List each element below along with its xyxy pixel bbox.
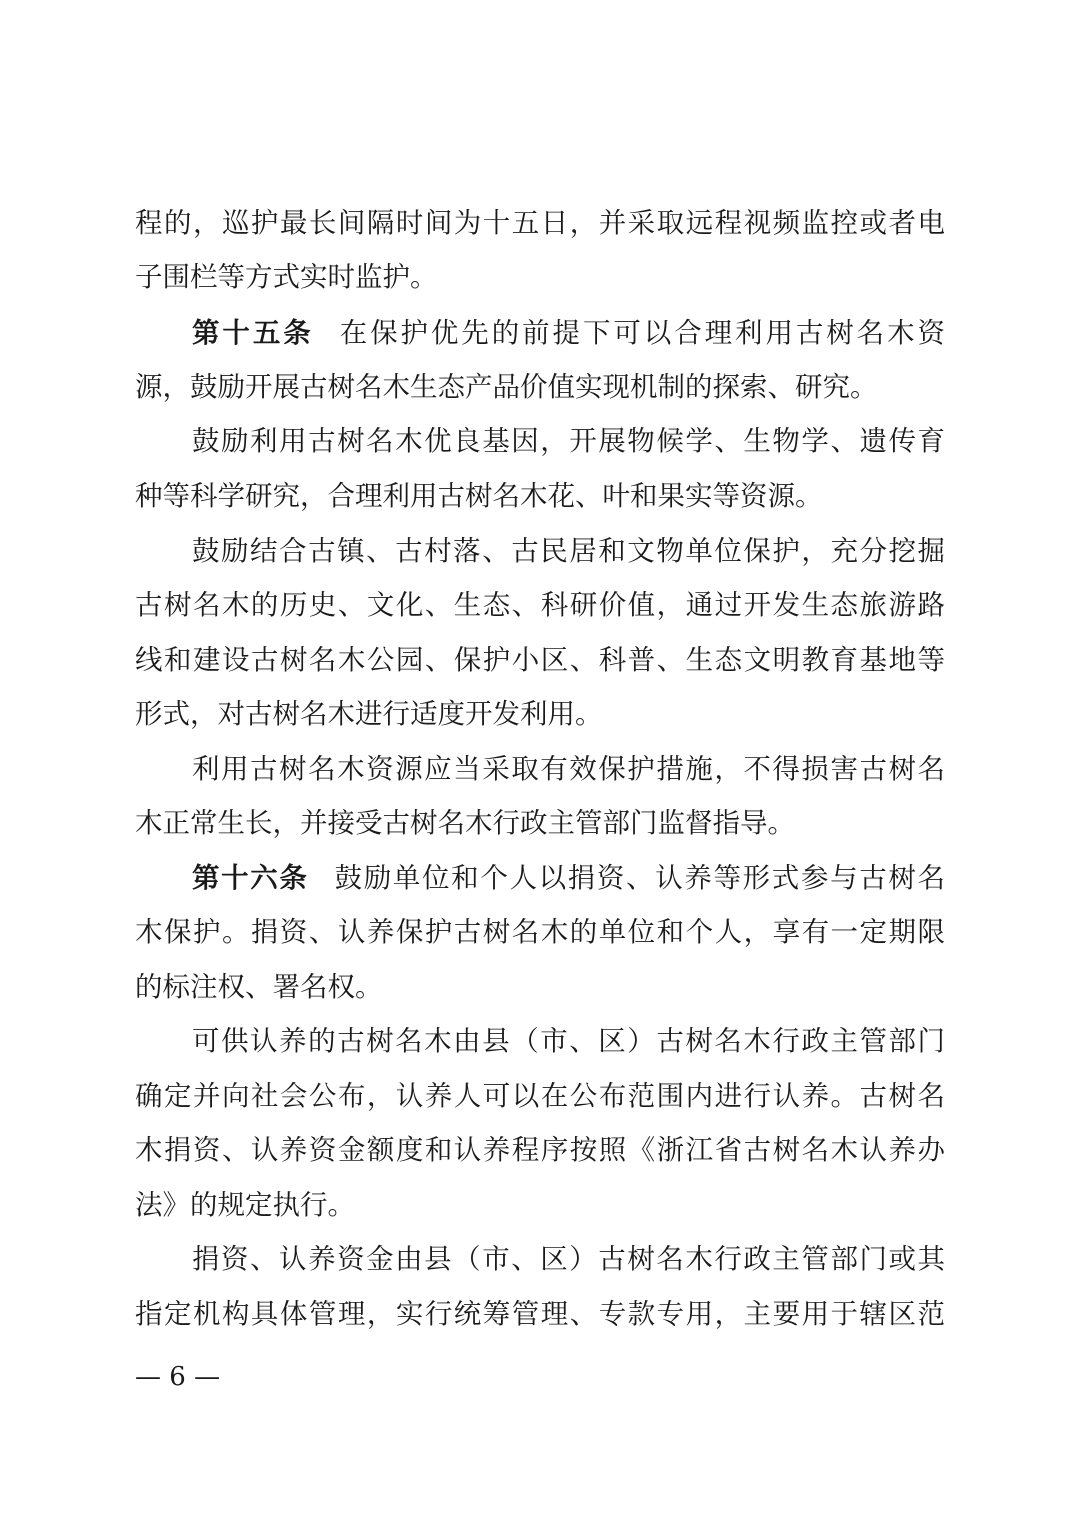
text-line: 古树名木的历史、文化、生态、科研价值，通过开发生态旅游路 (135, 589, 945, 621)
text-line: 种等科学研究，合理利用古树名木花、叶和果实等资源。 (135, 480, 823, 512)
text-line: 形式，对古树名木进行适度开发利用。 (135, 698, 603, 730)
page-number: — 6 — (135, 1362, 221, 1392)
text-line: 指定机构具体管理，实行统筹管理、专款专用，主要用于辖区范 (135, 1298, 945, 1330)
text-line: 捐资、认养资金由县（市、区）古树名木行政主管部门或其 (192, 1243, 945, 1275)
article-16-heading: 第十六条 (192, 862, 309, 894)
text-line: 源，鼓励开展古树名木生态产品价值实现机制的探索、研究。 (135, 371, 878, 403)
text-line: 法》的规定执行。 (135, 1189, 355, 1221)
text-line: 确定并向社会公布，认养人可以在公布范围内进行认养。古树名 (135, 1080, 945, 1112)
text-line: 程的，巡护最长间隔时间为十五日，并采取远程视频监控或者电 (135, 207, 945, 239)
text-line: 鼓励利用古树名木优良基因，开展物候学、生物学、遗传育 (192, 425, 945, 457)
text-line: 可供认养的古树名木由县（市、区）古树名木行政主管部门 (192, 1025, 945, 1057)
article-15-heading: 第十五条 (192, 317, 314, 349)
text-line: 的标注权、署名权。 (135, 971, 383, 1003)
text-line: 木保护。捐资、认养保护古树名木的单位和个人，享有一定期限 (135, 916, 945, 948)
article-15-line: 第十五条 在保护优先的前提下可以合理利用古树名木资 (192, 317, 945, 349)
text-line: 木捐资、认养资金额度和认养程序按照《浙江省古树名木认养办 (135, 1134, 945, 1166)
article-16-line: 第十六条 鼓励单位和个人以捐资、认养等形式参与古树名 (192, 862, 945, 894)
text-line: 子围栏等方式实时监护。 (135, 261, 438, 293)
text-line: 木正常生长，并接受古树名木行政主管部门监督指导。 (135, 807, 795, 839)
text-line: 线和建设古树名木公园、保护小区、科普、生态文明教育基地等 (135, 644, 945, 676)
text-line: 鼓励结合古镇、古村落、古民居和文物单位保护，充分挖掘 (192, 535, 945, 567)
text-line: 利用古树名木资源应当采取有效保护措施，不得损害古树名 (192, 753, 945, 785)
